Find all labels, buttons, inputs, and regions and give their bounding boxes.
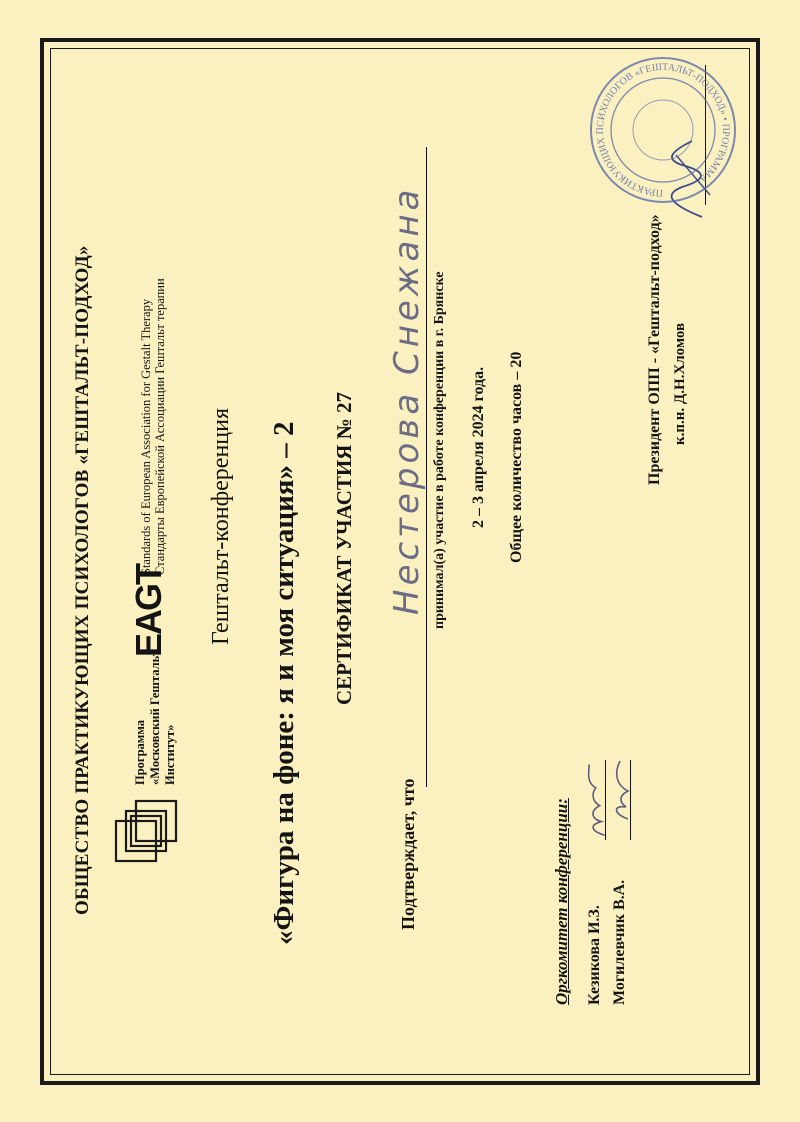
org-member-2: Могилевчик В.А.	[611, 879, 628, 1005]
eagt-standards	[139, 278, 167, 575]
eagt-standards-ru: Стандарты Европейской Ассоциации Гештальт терапии	[153, 278, 167, 575]
program-label: Программа «Московский Гештальт Институт»	[133, 650, 177, 785]
eagt-standards-en: Standards of European Association for Gestalt Therapy	[139, 298, 153, 575]
conference-title: «Фигура на фоне: я и моя ситуация» – 2	[268, 421, 300, 945]
president-name: к.п.н. Д.Н.Хломов	[672, 322, 688, 445]
president-title: Президент ОПП - «Гештальт-подход»	[646, 214, 663, 485]
institute-logo-icon	[112, 793, 184, 865]
round-stamp-icon	[588, 55, 738, 205]
eagt-logo: EAGT	[128, 564, 169, 657]
event-kind: Гештальт-конференция	[208, 407, 234, 645]
org-member-1: Кезикова И.З.	[586, 905, 603, 1005]
participant-name: Нестерова Снежана	[387, 185, 427, 615]
conference-dates: 2 – 3 апреля 2024 года.	[470, 366, 487, 528]
certificate-title: СЕРТИФИКАТ УЧАСТИЯ № 27	[332, 392, 356, 705]
org-committee-heading: Оргкомитет конференции:	[552, 798, 571, 1005]
certificate-content	[40, 38, 760, 1085]
society-name: ОБЩЕСТВО ПРАКТИКУЮЩИХ ПСИХОЛОГОВ «ГЕШТАЛЬТ-ПОДХОД»	[72, 245, 93, 915]
confirms-label: Подтверждает, что	[398, 778, 418, 930]
stamp-text: ПРАКТИКУЮЩИХ ПСИХОЛОГОВ «ГЕШТАЛЬТ-ПОДХОД» • ПРОГРАММА	[594, 61, 732, 199]
total-hours: Общее количество часов – 20	[508, 351, 525, 563]
participation-text: принимал(а) участие в работе конференции в г. Брянске	[432, 271, 447, 629]
signature-2-icon	[608, 755, 634, 825]
